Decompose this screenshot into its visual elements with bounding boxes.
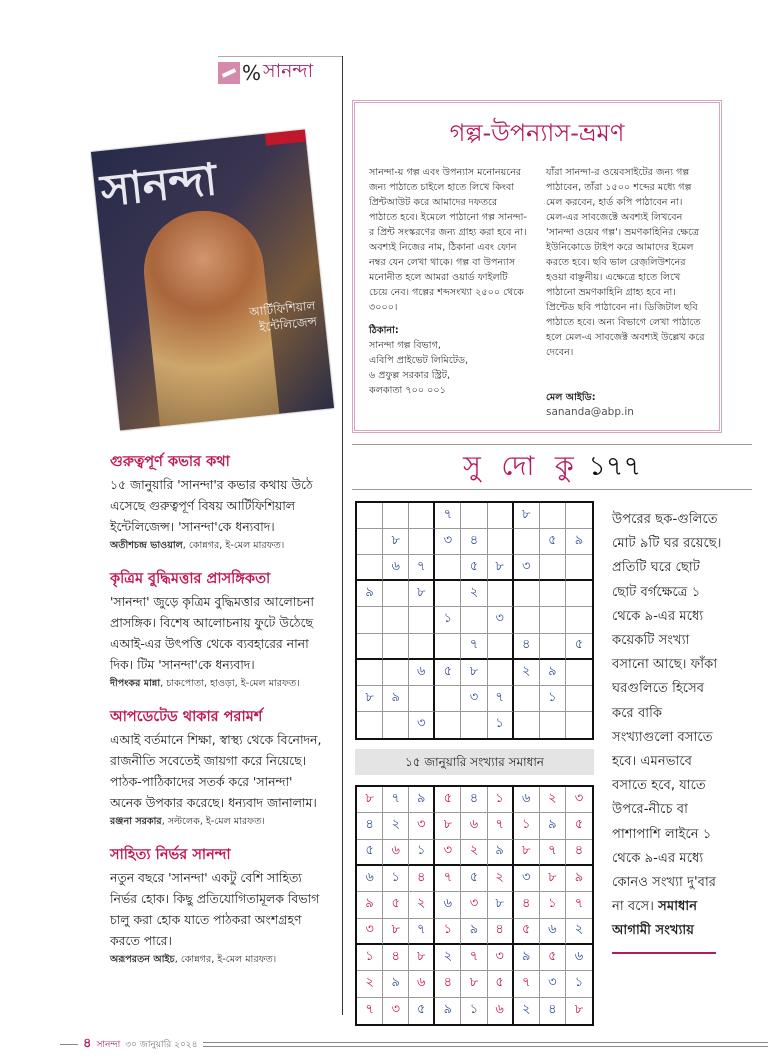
page-footer — [60, 1034, 768, 1055]
sudoku-cell: ১ — [488, 712, 514, 738]
sudoku-puzzle-grid — [355, 501, 594, 740]
solution-cell: ৮ — [514, 840, 540, 866]
solution-cell: ৬ — [409, 971, 435, 997]
letter-body: এআই বর্তমানে শিক্ষা, স্বাস্থ্য থেকে বিনোদন, রাজনীতি সবেতেই জায়গা করে নিয়েছে। পাঠক-পাঠিকাদের সতর্ক করে 'সানন্দা' অনেক উপকার করেছে। ধন্যবাদ জানালাম। — [110, 729, 328, 813]
sudoku-cell — [540, 607, 566, 633]
instructions-underline — [612, 952, 716, 954]
solution-cell: ৩ — [409, 813, 435, 839]
sudoku-cell: ৫ — [540, 529, 566, 555]
letter-author: রঞ্জনা সরকার — [110, 816, 162, 827]
sudoku-cell: ৪ — [514, 634, 540, 660]
sudoku-cell — [409, 686, 435, 712]
solution-cell: ১ — [435, 919, 461, 945]
sudoku-number: ১৭৭ — [588, 451, 641, 482]
solution-cell: ৮ — [540, 866, 566, 892]
sudoku-cell — [566, 503, 592, 529]
sudoku-cell: ৩ — [514, 555, 540, 581]
sudoku-grids — [355, 501, 594, 1026]
letter-signature — [110, 953, 328, 967]
sudoku-cell — [566, 660, 592, 686]
answer-note: সমাধান আগামী সংখ্যায় — [612, 899, 697, 938]
sudoku-cell — [383, 607, 409, 633]
solution-cell: ৬ — [383, 840, 409, 866]
footer-brand: সানন্দা — [96, 1037, 120, 1052]
sudoku-cell: ৭ — [461, 634, 487, 660]
sudoku-cell: ৮ — [514, 503, 540, 529]
letter-heading: গুরুত্বপূর্ণ কভার কথা — [110, 452, 328, 472]
sudoku-cell: ৮ — [383, 529, 409, 555]
address-label: ঠিকানা: — [369, 323, 528, 338]
solution-cell: ৬ — [357, 866, 383, 892]
instructions-text: উপরের ছক-গুলিতে মোট ৯টি ঘর রয়েছে। প্রতিটি ঘরে ছোট ছোট বর্গক্ষেত্রে ১ থেকে ৯-এর মধ্যে কয়েকটি সংখ্যা বসানো আছে। ফাঁকা ঘরগুলিতে হিসেব করে বাকি সংখ্যাগুলো বসাতে হবে। এমনভাবে বসাতে হবে, যাতে উপরে-নীচে বা পাশাপাশি লাইনে ১ থেকে ৯-এর মধ্যে কোনও সংখ্যা দু'বার না বসে। — [612, 512, 722, 914]
sudoku-cell: ৫ — [461, 555, 487, 581]
solution-cell: ৮ — [409, 945, 435, 971]
footer-date: ৩০ জানুয়ারি ২০২৪ — [125, 1037, 197, 1052]
letter-place: , কোন্নগর, ই-মেল মারফত। — [175, 954, 277, 965]
sudoku-cell: ৩ — [488, 607, 514, 633]
solution-cell: ৯ — [540, 813, 566, 839]
solution-cell: ১ — [540, 892, 566, 918]
solution-cell: ৮ — [488, 892, 514, 918]
solution-cell: ৪ — [514, 892, 540, 918]
sudoku-cell — [488, 581, 514, 607]
solution-cell: ১ — [383, 866, 409, 892]
solution-cell: ২ — [461, 840, 487, 866]
letter-body: নতুন বছরে 'সানন্দা' একটু বেশি সাহিত্য নির্ভর হোক। কিছু প্রতিযোগিতামূলক বিভাগ চালু করা হোক যাতে পাঠকরা অংশগ্রহণ করতে পারে। — [110, 867, 328, 951]
sudoku-cell — [540, 503, 566, 529]
solution-cell: ৩ — [357, 919, 383, 945]
solution-cell: ৩ — [566, 787, 592, 813]
sudoku-cell — [488, 503, 514, 529]
sudoku-cell: ৯ — [540, 660, 566, 686]
sudoku-cell: ১ — [435, 607, 461, 633]
sudoku-cell — [409, 634, 435, 660]
solution-cell: ৭ — [566, 892, 592, 918]
solution-cell: ৪ — [461, 787, 487, 813]
solution-cell: ৫ — [461, 866, 487, 892]
solution-cell: ৪ — [488, 919, 514, 945]
sudoku-cell — [357, 529, 383, 555]
letter-place: , কোন্নগর, ই-মেল মারফত। — [183, 540, 285, 551]
address-line: সানন্দা গল্প বিভাগ, — [369, 338, 528, 353]
sudoku-title-text: সু দো কু — [463, 451, 580, 482]
solution-cell: ১ — [461, 998, 487, 1024]
solution-cell: ৫ — [540, 945, 566, 971]
sudoku-cell — [357, 634, 383, 660]
sudoku-cell — [383, 712, 409, 738]
sudoku-cell — [514, 529, 540, 555]
sudoku-cell — [409, 529, 435, 555]
solution-cell: ৬ — [514, 787, 540, 813]
sudoku-cell — [435, 686, 461, 712]
letter-place: , সল্টলেক, ই-মেল মারফত। — [162, 816, 265, 827]
solution-cell: ৭ — [488, 813, 514, 839]
section-logo — [218, 56, 342, 89]
solution-cell: ৮ — [461, 971, 487, 997]
sudoku-cell — [435, 634, 461, 660]
solution-cell: ২ — [540, 787, 566, 813]
solution-cell: ২ — [566, 919, 592, 945]
sudoku-cell — [566, 581, 592, 607]
sudoku-solution-grid — [355, 785, 594, 1026]
sudoku-cell: ৭ — [488, 686, 514, 712]
solution-cell: ১ — [357, 945, 383, 971]
solution-cell: ৯ — [435, 998, 461, 1024]
solution-cell: ৬ — [435, 892, 461, 918]
solution-cell: ১ — [409, 840, 435, 866]
solution-cell: ১ — [566, 971, 592, 997]
letter-item — [110, 452, 328, 553]
solution-cell: ৭ — [540, 840, 566, 866]
solution-cell: ৩ — [461, 892, 487, 918]
solution-cell: ৩ — [514, 866, 540, 892]
page-number: ৪ — [83, 1034, 91, 1055]
magazine-cover-image — [91, 130, 334, 431]
solution-cell: ৫ — [566, 813, 592, 839]
logo-mark-icon — [218, 62, 240, 84]
letter-body: ১৫ জানুয়ারি 'সানন্দা'র কভার কথায় উঠে এসেছে গুরুত্বপূর্ণ বিষয় আর্টিফিশিয়াল ইন্টেলিজেন্স। 'সানন্দা'কে ধন্যবাদ। — [110, 474, 328, 537]
sudoku-cell — [357, 660, 383, 686]
solution-cell: ৯ — [514, 945, 540, 971]
sudoku-cell — [435, 712, 461, 738]
sudoku-cell — [514, 607, 540, 633]
solution-cell: ৭ — [383, 787, 409, 813]
sudoku-cell — [488, 634, 514, 660]
solution-cell: ৪ — [409, 866, 435, 892]
solution-cell: ১ — [514, 813, 540, 839]
sudoku-cell — [566, 686, 592, 712]
sudoku-cell: ৮ — [461, 660, 487, 686]
sudoku-cell: ২ — [514, 660, 540, 686]
solution-cell: ৮ — [566, 998, 592, 1024]
letter-heading: কৃত্রিম বুদ্ধিমত্তার প্রাসঙ্গিকতা — [110, 569, 328, 589]
solution-cell: ৯ — [357, 892, 383, 918]
solution-label: ১৫ জানুয়ারি সংখ্যার সমাধান — [355, 749, 594, 775]
letter-body: 'সানন্দা' জুড়ে কৃত্রিম বুদ্ধিমত্তার আলোচনা প্রাসঙ্গিক। বিশেষ আলোচনায় ফুটে উঠেছে এআই-এর উৎপত্তি থেকে ব্যবহারের নানা দিক। টিম 'সানন্দা'কে ধন্যবাদ। — [110, 591, 328, 675]
sudoku-cell: ৩ — [409, 712, 435, 738]
solution-cell: ২ — [409, 892, 435, 918]
solution-cell: ৬ — [540, 919, 566, 945]
mail-address[interactable]: sananda@abp.in — [546, 405, 705, 420]
sudoku-cell — [461, 607, 487, 633]
letter-signature — [110, 677, 328, 691]
solution-cell: ৫ — [383, 892, 409, 918]
sudoku-cell: ৮ — [488, 555, 514, 581]
solution-cell: ৫ — [488, 971, 514, 997]
cover-story: আর্টিফিশিয়াল ইন্টেলিজেন্স — [225, 297, 318, 338]
address-line: কলকাতা ৭০০ ০০১ — [369, 383, 528, 398]
sudoku-cell: ১ — [540, 686, 566, 712]
letters-column — [110, 452, 328, 967]
solution-cell: ৫ — [435, 787, 461, 813]
sudoku-cell: ৬ — [383, 555, 409, 581]
sudoku-cell — [566, 555, 592, 581]
solution-cell: ৯ — [461, 919, 487, 945]
sudoku-instructions-column — [612, 508, 724, 1026]
sudoku-cell — [461, 712, 487, 738]
sudoku-cell: ৮ — [409, 581, 435, 607]
solution-cell: ৬ — [461, 813, 487, 839]
sudoku-cell — [435, 555, 461, 581]
sudoku-cell — [409, 503, 435, 529]
solution-cell: ৮ — [435, 813, 461, 839]
sudoku-cell: ৩ — [435, 529, 461, 555]
solution-cell: ২ — [435, 945, 461, 971]
letter-place: , চাকপোতা, হাওড়া, ই-মেল মারফত। — [160, 678, 300, 689]
sudoku-section — [352, 501, 752, 1026]
sudoku-cell — [357, 555, 383, 581]
sudoku-cell — [488, 660, 514, 686]
solution-cell: ৯ — [409, 787, 435, 813]
submission-left-column — [369, 165, 528, 420]
sudoku-instructions — [612, 508, 724, 944]
solution-cell: ৭ — [514, 971, 540, 997]
solution-cell: ২ — [488, 866, 514, 892]
solution-cell: ৭ — [357, 998, 383, 1024]
letter-author: অরূপরতন আইচ — [110, 954, 175, 965]
mail-label: মেল আইডি: — [546, 390, 705, 405]
sudoku-cell: ৫ — [566, 634, 592, 660]
sudoku-cell — [357, 503, 383, 529]
sudoku-cell — [540, 581, 566, 607]
solution-cell: ৫ — [357, 840, 383, 866]
sudoku-cell — [540, 555, 566, 581]
sudoku-cell — [383, 503, 409, 529]
letter-heading: সাহিত্য নির্ভর সানন্দা — [110, 845, 328, 865]
letter-item — [110, 845, 328, 967]
solution-cell: ৯ — [566, 866, 592, 892]
cover-masthead: সানন্দা — [99, 155, 220, 217]
letter-item — [110, 569, 328, 691]
sudoku-cell — [383, 660, 409, 686]
submission-info-box — [352, 100, 722, 433]
sudoku-cell: ৪ — [461, 529, 487, 555]
letter-item — [110, 707, 328, 829]
sudoku-cell — [566, 607, 592, 633]
solution-cell: ৪ — [357, 813, 383, 839]
solution-cell: ৮ — [383, 919, 409, 945]
sudoku-cell — [488, 529, 514, 555]
sudoku-cell: ২ — [461, 581, 487, 607]
letter-author: দীপংকর মান্না — [110, 678, 160, 689]
solution-cell: ২ — [357, 971, 383, 997]
solution-cell: ৬ — [566, 945, 592, 971]
sudoku-cell — [566, 712, 592, 738]
address-line: ৬ প্রফুল্ল সরকার স্ট্রিট, — [369, 368, 528, 383]
right-column — [352, 100, 752, 1026]
sudoku-cell — [383, 634, 409, 660]
sudoku-cell — [514, 686, 540, 712]
sudoku-cell: ৫ — [435, 660, 461, 686]
sudoku-cell: ৯ — [357, 581, 383, 607]
cover-tag — [265, 130, 306, 146]
letter-author: অতীশচন্দ্র ভাওয়াল — [110, 540, 183, 551]
sudoku-cell — [461, 503, 487, 529]
sudoku-cell — [357, 607, 383, 633]
solution-cell: ৩ — [540, 971, 566, 997]
solution-cell: ৪ — [566, 840, 592, 866]
sudoku-cell: ৯ — [566, 529, 592, 555]
sudoku-cell — [383, 581, 409, 607]
submission-web-text: যাঁরা সানন্দা-র ওয়েবসাইটের জন্য গল্প পাঠাবেন, তাঁরা ১৫০০ শব্দের মধ্যে গল্প মেল করবেন, হার্ড কপি পাঠাবেন না। মেল-এর সাবজেক্টে অবশ্যই লিখবেন 'সানন্দা ওয়েব গল্প'। ভ্রমণকাহিনির ক্ষেত্রে ইউনিকোডে টাইপ করে আমাদের ইমেল করতে হবে। ছবি ভাল রেজ়লিউশনের হওয়া বাঞ্ছনীয়। এক্ষেত্রে হাতে লিখে পাঠানো ভ্রমণকাহিনি গ্রাহ্য হবে না। প্রিন্টেড ছবি পাঠাবেন না। ডিজিটাল ছবি পাঠাতে হবে। অন্য বিভাগে লেখা পাঠাতে হলে মেল-এ সাবজেক্ট অবশ্যই উল্লেখ করে দেবেন। — [546, 165, 705, 360]
sudoku-cell: ৮ — [357, 686, 383, 712]
solution-cell: ৩ — [488, 945, 514, 971]
solution-cell: ৭ — [435, 866, 461, 892]
sudoku-cell: ৩ — [461, 686, 487, 712]
sudoku-cell — [409, 607, 435, 633]
solution-cell: ৭ — [461, 945, 487, 971]
solution-cell: ৯ — [488, 840, 514, 866]
sudoku-cell: ৭ — [409, 555, 435, 581]
logo-brand: সানন্দা — [263, 57, 313, 89]
solution-cell: ৮ — [357, 787, 383, 813]
sudoku-cell: ৭ — [435, 503, 461, 529]
solution-cell: ২ — [514, 998, 540, 1024]
sudoku-cell — [514, 581, 540, 607]
sudoku-cell — [514, 712, 540, 738]
solution-cell: ৩ — [383, 998, 409, 1024]
sudoku-cell — [540, 634, 566, 660]
logo-symbol: % — [242, 61, 261, 85]
submission-print-text: সানন্দা-য় গল্প এবং উপন্যাস মনোনয়নের জন্য পাঠাতে চাইলে হাতে লিখে কিংবা প্রিন্টআউট করে আমাদের দফতরে পাঠাতে হবে। ইমেলে পাঠানো গল্প সানন্দা-র প্রিন্ট সংস্করণের জন্য গ্রাহ্য করা হবে না। অবশ্যই নিজের নাম, ঠিকানা এবং ফোন নম্বর যেন লেখা থাকে। গল্প বা উপন্যাস মনোনীত হলে আমরা ওয়ার্ড ফাইলটি চেয়ে নেব। গল্পের শব্দসংখ্যা ২৫০০ থেকে ৩০০০। — [369, 165, 528, 315]
submission-title: গল্প-উপন্যাস-ভ্রমণ — [369, 115, 705, 155]
sudoku-cell — [540, 712, 566, 738]
sudoku-cell: ৯ — [383, 686, 409, 712]
letter-signature — [110, 539, 328, 553]
solution-cell: ৯ — [383, 971, 409, 997]
letter-heading: আপডেটেড থাকার পরামর্শ — [110, 707, 328, 727]
column-divider — [342, 56, 343, 1015]
sudoku-title — [352, 444, 752, 490]
sudoku-cell — [435, 581, 461, 607]
solution-cell: ১ — [488, 787, 514, 813]
address-line: এবিপি প্রাইভেট লিমিটেড, — [369, 353, 528, 368]
solution-cell: ৫ — [514, 919, 540, 945]
sudoku-cell — [357, 712, 383, 738]
footer-rule-right — [203, 1042, 768, 1047]
letter-signature — [110, 815, 328, 829]
solution-cell: ৫ — [409, 998, 435, 1024]
solution-cell: ৪ — [383, 945, 409, 971]
solution-cell: ৪ — [435, 971, 461, 997]
solution-cell: ৩ — [435, 840, 461, 866]
solution-cell: ৭ — [409, 919, 435, 945]
footer-rule-left — [60, 1044, 78, 1045]
solution-cell: ৬ — [488, 998, 514, 1024]
sudoku-cell: ৬ — [409, 660, 435, 686]
solution-cell: ২ — [383, 813, 409, 839]
solution-cell: ৪ — [540, 998, 566, 1024]
submission-right-column — [546, 165, 705, 420]
